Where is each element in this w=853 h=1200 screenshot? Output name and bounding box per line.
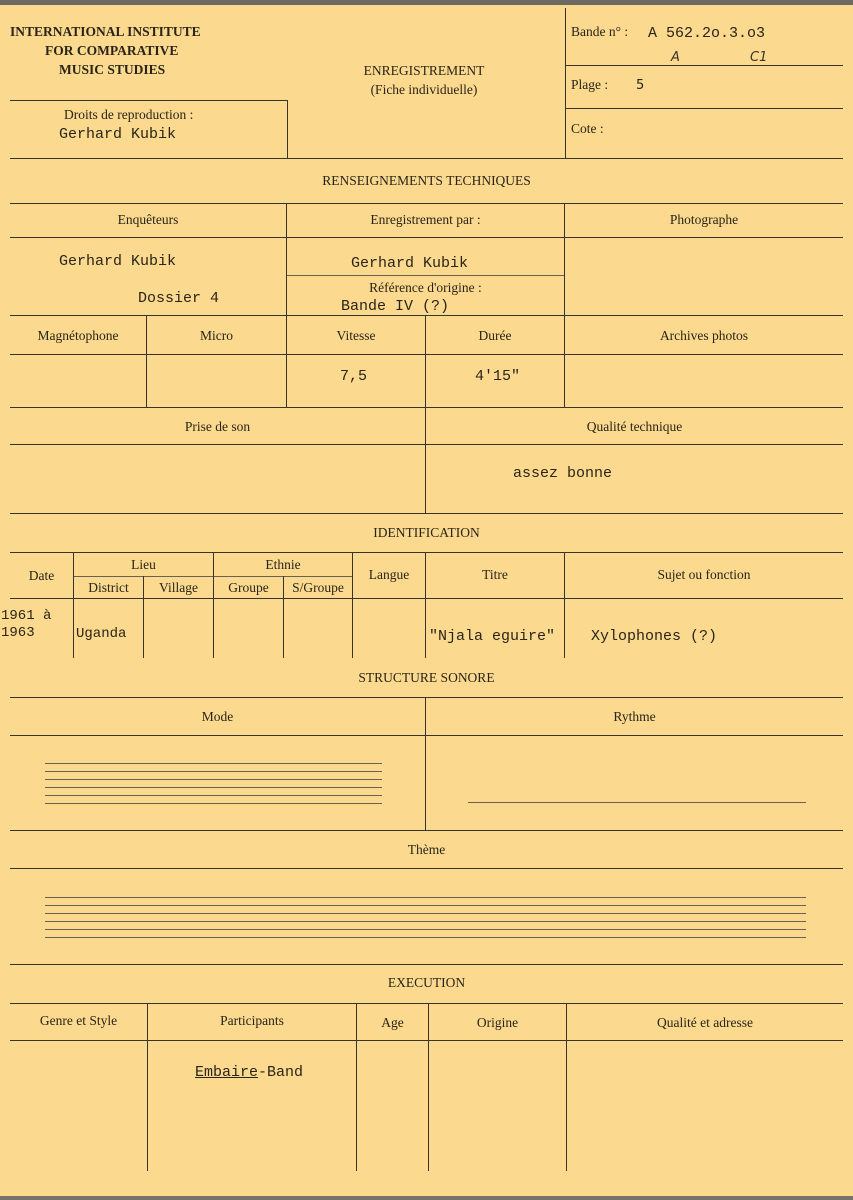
- form-title: ENREGISTREMENT: [363, 63, 485, 78]
- date-value-line-1: 1961 à: [1, 608, 52, 624]
- theme-label: Thème: [407, 842, 446, 857]
- rule-reference-top: [287, 275, 564, 276]
- groupe-label: Groupe: [228, 580, 269, 595]
- rule-equip-bottom: [10, 407, 843, 408]
- participants-value: [195, 1064, 303, 1082]
- institute-line-3: MUSIC STUDIES: [59, 62, 166, 77]
- district-label: District: [88, 580, 129, 595]
- bande-handwritten-c1: C1: [750, 50, 768, 65]
- bande-handwritten-a: A: [671, 50, 680, 65]
- rule-ident-title-bottom: [10, 552, 843, 553]
- langue-label: Langue: [368, 567, 410, 582]
- qualite-value: assez bonne: [513, 465, 613, 482]
- date-value-line-2: 1963: [1, 625, 35, 641]
- prise-label: Prise de son: [184, 419, 251, 434]
- mode-label: Mode: [201, 709, 234, 724]
- identification-section-title: IDENTIFICATION: [373, 525, 480, 540]
- theme-line-2: [45, 905, 806, 906]
- rule-tech-title-bottom: [10, 203, 843, 204]
- qualite-adresse-label: Qualité et adresse: [657, 1015, 753, 1030]
- institute-line-1: INTERNATIONAL INSTITUTE: [10, 24, 201, 39]
- date-label: Date: [28, 568, 55, 583]
- rythme-line: [468, 802, 806, 803]
- enregistrement-value: Gerhard Kubik: [351, 255, 469, 272]
- rythme-label: Rythme: [613, 709, 656, 724]
- mode-line-2: [45, 771, 382, 772]
- mode-line-1: [45, 763, 382, 764]
- ethnie-label: Ethnie: [265, 557, 301, 572]
- technique-section-title: RENSEIGNEMENTS TECHNIQUES: [322, 173, 531, 188]
- enqueteurs-value: Gerhard Kubik: [59, 253, 177, 270]
- sgroupe-label: S/Groupe: [292, 580, 344, 595]
- rule-execution-title-bottom: [10, 1003, 843, 1004]
- magnetophone-label: Magnétophone: [37, 328, 119, 343]
- duree-value: 4'15": [475, 368, 521, 385]
- photographe-label: Photographe: [669, 212, 739, 227]
- plage-value: 5: [636, 78, 645, 93]
- vitesse-label: Vitesse: [336, 328, 376, 343]
- sujet-label: Sujet ou fonction: [657, 567, 751, 582]
- droits-value: Gerhard Kubik: [59, 126, 177, 143]
- rule-prise-head-bottom: [10, 444, 843, 445]
- district-value: Uganda: [76, 626, 127, 642]
- bande-value: A 562.2o.3.o3: [648, 25, 766, 42]
- rule-droits-top: [10, 100, 288, 101]
- rule-header-right-col: [565, 8, 566, 158]
- qualite-label: Qualité technique: [586, 419, 683, 434]
- participants-value-suffix: -Band: [258, 1064, 304, 1081]
- droits-label: Droits de reproduction :: [64, 107, 194, 122]
- village-label: Village: [159, 580, 198, 595]
- rule-plage-bottom: [565, 108, 843, 109]
- reference-label: Référence d'origine :: [369, 280, 482, 295]
- cote-label: Cote :: [571, 121, 604, 136]
- sujet-value: Xylophones (?): [591, 628, 718, 645]
- rule-tech-head-bottom: [10, 237, 843, 238]
- structure-section-title: STRUCTURE SONORE: [358, 670, 495, 685]
- rule-theme-head-bottom: [10, 868, 843, 869]
- theme-line-4: [45, 921, 806, 922]
- rule-execution-head-bottom: [10, 1040, 843, 1041]
- rule-structure-title-bottom: [10, 697, 843, 698]
- duree-label: Durée: [478, 328, 512, 343]
- archives-label: Archives photos: [659, 328, 749, 343]
- titre-label: Titre: [482, 567, 508, 582]
- theme-line-1: [45, 897, 806, 898]
- enqueteurs-label: Enquêteurs: [117, 212, 179, 227]
- micro-label: Micro: [200, 328, 233, 343]
- scan-bottom-edge: [0, 1196, 853, 1200]
- rule-ident-head-bottom: [10, 598, 843, 599]
- plage-label: Plage :: [571, 77, 609, 92]
- participants-value-underlined: Embaire: [195, 1064, 259, 1081]
- theme-line-5: [45, 929, 806, 930]
- lieu-label: Lieu: [131, 557, 156, 572]
- form-subtitle: (Fiche individuelle): [370, 82, 478, 97]
- origine-label: Origine: [476, 1015, 519, 1030]
- rule-droits-right: [287, 100, 288, 158]
- mode-line-6: [45, 803, 382, 804]
- mode-line-5: [45, 795, 382, 796]
- dossier-value: Dossier 4: [138, 290, 220, 307]
- institute-line-2: FOR COMPARATIVE: [45, 43, 179, 58]
- theme-line-3: [45, 913, 806, 914]
- rule-header-bottom: [10, 158, 843, 159]
- mode-line-4: [45, 787, 382, 788]
- bande-label: Bande n° :: [571, 24, 629, 39]
- theme-line-6: [45, 937, 806, 938]
- rule-prise-bottom: [10, 513, 843, 514]
- enregistrement-label: Enregistrement par :: [370, 212, 481, 227]
- genre-label: Genre et Style: [39, 1013, 118, 1028]
- vitesse-value: 7,5: [340, 368, 368, 385]
- rule-structure-head-bottom: [10, 735, 843, 736]
- rule-equip-head-bottom: [10, 354, 843, 355]
- mode-line-3: [45, 779, 382, 780]
- reference-value: Bande IV (?): [341, 298, 450, 315]
- rule-theme-top: [10, 830, 843, 831]
- age-label: Age: [381, 1015, 404, 1030]
- titre-value: "Njala eguire": [429, 628, 556, 645]
- scan-top-edge: [0, 0, 853, 5]
- participants-label: Participants: [220, 1013, 284, 1028]
- rule-execution-top: [10, 964, 843, 965]
- rule-bande-bottom: [565, 65, 843, 66]
- execution-section-title: EXECUTION: [387, 975, 466, 990]
